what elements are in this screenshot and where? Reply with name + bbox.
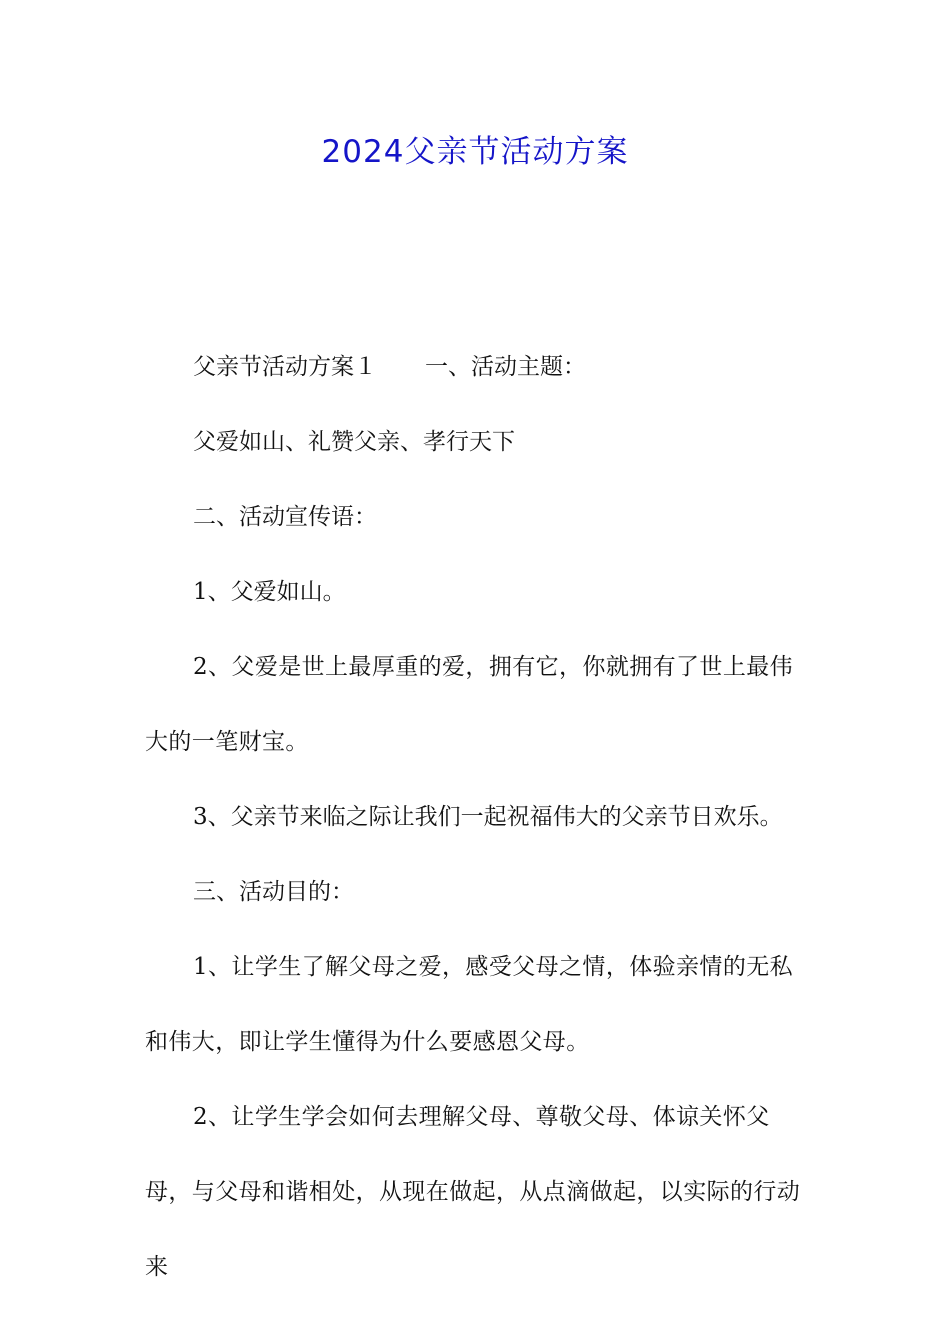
document-body	[145, 330, 810, 1305]
paragraph: 2、让学生学会如何去理解父母、尊敬父母、体谅关怀父母，与父母和谐相处，从现在做起，从点滴做起，以实际的行动来	[145, 1104, 801, 1280]
paragraph: 3、父亲节来临之际让我们一起祝福伟大的父亲节日欢乐。	[193, 804, 783, 830]
paragraph: 二、活动宣传语：	[193, 504, 377, 530]
paragraph: 父爱如山、礼赞父亲、孝行天下	[193, 429, 515, 455]
section-heading: 父亲节活动方案１	[193, 354, 377, 380]
document-title: 2024父亲节活动方案	[321, 134, 629, 170]
paragraph	[145, 330, 810, 405]
paragraph-text: 一、活动主题：	[425, 354, 586, 380]
paragraph: 1、让学生了解父母之爱，感受父母之情，体验亲情的无私和伟大，即让学生懂得为什么要感恩父母。	[145, 954, 794, 1055]
paragraph: 1、父爱如山。	[193, 579, 346, 605]
paragraph: 三、活动目的：	[193, 879, 354, 905]
paragraph: 2、父爱是世上最厚重的爱，拥有它，你就拥有了世上最伟大的一笔财宝。	[145, 654, 794, 755]
